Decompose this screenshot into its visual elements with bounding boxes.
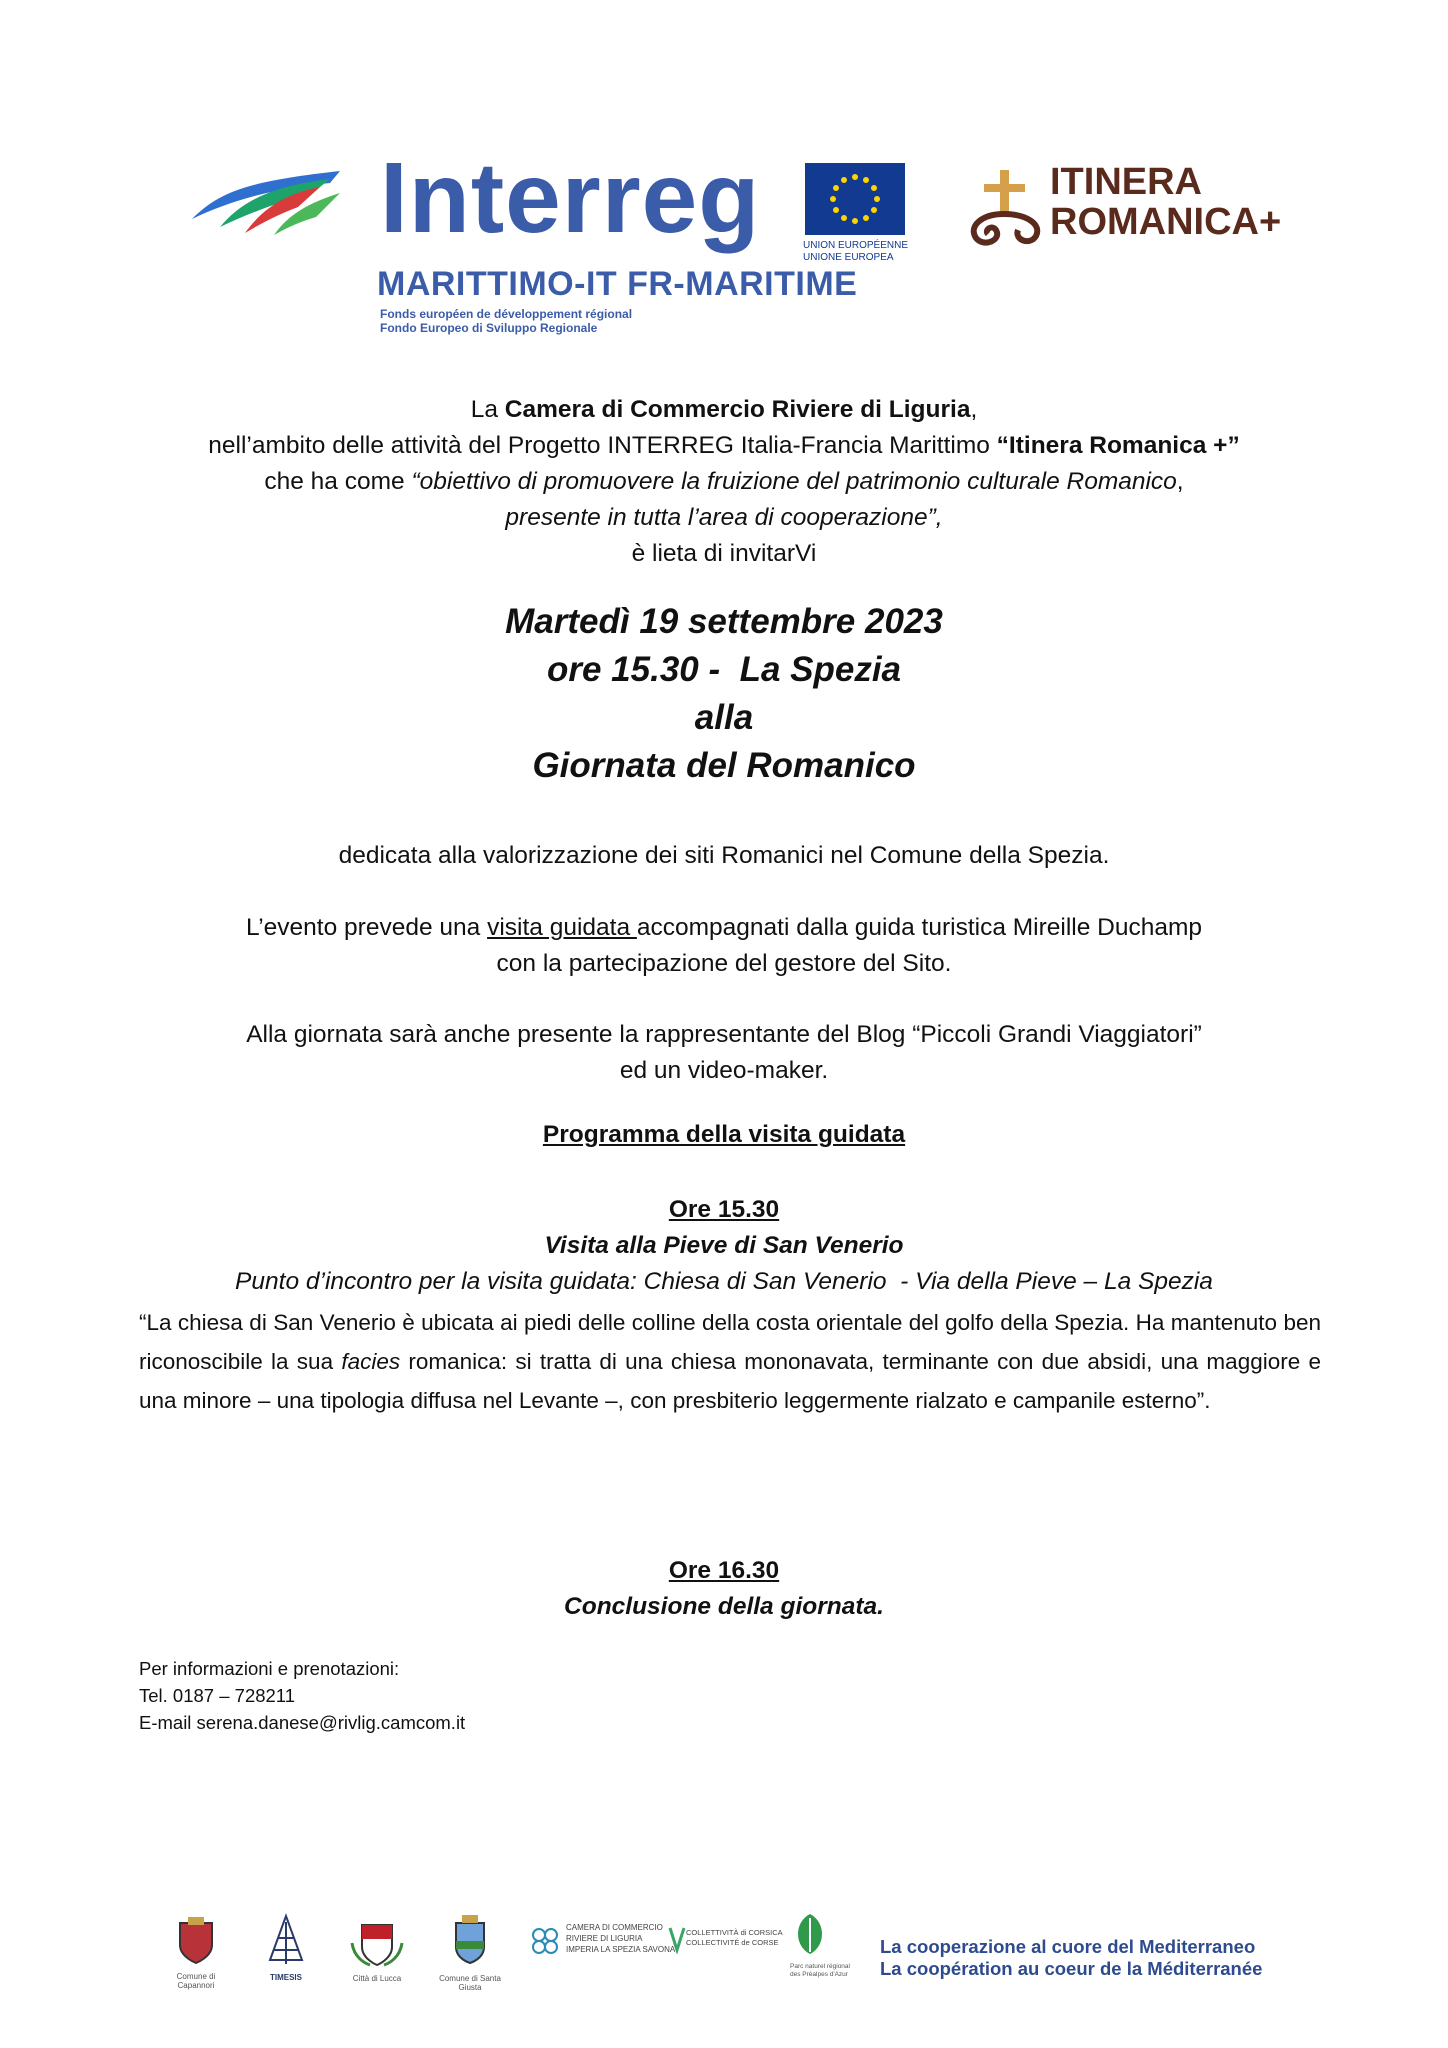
footer-logo-timesis: TIMESIS	[256, 1912, 316, 1987]
slot-2-time: Ore 16.30	[668, 1557, 780, 1584]
coat-of-arms-icon	[434, 1913, 506, 1969]
check-mark-icon	[668, 1924, 686, 1954]
visit-paragraph	[0, 910, 1448, 982]
tagline-fr: La coopération au coeur de la Méditerranée	[880, 1958, 1263, 1979]
church-description: “La chiesa di San Venerio è ubicata ai piedi delle colline della costa orientale del golfo della Spezia. Ha mantenuto ben riconoscibile la sua facies romanica: si tratta di una chiesa mononavata, terminante con due absidi, una maggiore e una minore – una tipologia diffusa nel Levante –, con presbiterio leggermente rialzato e campanile esterno”.	[139, 1310, 1321, 1413]
event-time-place: ore 15.30 - La Spezia	[546, 650, 902, 689]
eu-label-it: UNIONE EUROPEA	[803, 252, 894, 263]
blog-paragraph	[0, 1017, 1448, 1089]
footer-logo-capannori: Comune di Capannori	[160, 1915, 232, 1987]
shield-icon	[346, 1913, 408, 1969]
chamber-circles-icon	[530, 1926, 560, 1956]
contact-label: Per informazioni e prenotazioni:	[139, 1658, 400, 1679]
program-slot-2	[0, 1553, 1448, 1625]
footer-logo-corsica: COLLETTIVITÀ di CORSICA COLLECTIVITÉ de CORSE	[668, 1922, 768, 1962]
program-slot-1	[0, 1192, 1448, 1300]
slot-1-title: Visita alla Pieve di San Venerio	[544, 1232, 904, 1259]
tagline-it: La cooperazione al cuore del Mediterraneo	[880, 1936, 1256, 1957]
leaf-icon	[790, 1910, 830, 1958]
interreg-wordmark: Interreg	[380, 142, 761, 254]
crest-icon	[160, 1915, 232, 1967]
itinera-line1: ITINERA	[1050, 161, 1202, 203]
event-name: Giornata del Romanico	[532, 746, 916, 785]
interreg-swoosh-icon	[190, 161, 340, 241]
event-headline	[0, 598, 1448, 790]
program-name: MARITTIMO-IT FR-MARITIME	[377, 265, 858, 303]
visita-guidata-link[interactable]: visita guidata	[487, 914, 637, 941]
visit-line-1: L’evento prevede una visita guidata accompagnati dalla guida turistica Mireille Duchamp	[245, 914, 1203, 941]
slot-1-time: Ore 15.30	[668, 1196, 780, 1223]
itinera-romanica-logo	[962, 160, 1282, 260]
footer-logo-lucca: Città di Lucca	[346, 1913, 408, 1988]
eu-flag	[805, 163, 905, 235]
eu-label-fr: UNION EUROPÉENNE	[803, 240, 909, 251]
event-date: Martedì 19 settembre 2023	[505, 602, 943, 641]
footer-logo-parc: Parc naturel régional des Préalpes d'Azur	[790, 1910, 850, 1980]
tree-icon	[256, 1912, 316, 1968]
intro-line-3: che ha come “obiettivo di promuovere la fruizione del patrimonio culturale Romanico,	[264, 468, 1184, 495]
meeting-point: Punto d’incontro per la visita guidata: Chiesa di San Venerio - Via della Pieve – La Spezia	[235, 1268, 1213, 1295]
event-alla: alla	[694, 698, 754, 737]
fund-it: Fondo Europeo di Sviluppo Regionale	[380, 321, 598, 335]
visit-line-2: con la partecipazione del gestore del Sito.	[496, 950, 952, 977]
footer-logo-chamber: CAMERA DI COMMERCIO RIVIERE DI LIGURIA IMPERIA LA SPEZIA SAVONA	[530, 1920, 660, 1970]
slot-2-title: Conclusione della giornata.	[564, 1593, 884, 1620]
intro-line-5: è lieta di invitarVi	[631, 540, 817, 567]
intro-block	[0, 392, 1448, 572]
dedicated-text: dedicata alla valorizzazione dei siti Romanici nel Comune della Spezia.	[338, 842, 1110, 869]
contact-phone[interactable]: Tel. 0187 – 728211	[139, 1685, 296, 1706]
blog-line-1: Alla giornata sarà anche presente la rappresentante del Blog “Piccoli Grandi Viaggiatori”	[246, 1021, 1202, 1048]
program-title: Programma della visita guidata	[542, 1121, 906, 1148]
fund-fr: Fonds européen de développement régional	[380, 307, 633, 321]
intro-line-2: nell’ambito delle attività del Progetto INTERREG Italia-Francia Marittimo “Itinera Romanica +”	[208, 432, 1240, 459]
footer-tagline	[880, 1936, 1262, 1980]
eu-stars-icon	[805, 163, 905, 235]
blog-line-2: ed un video-maker.	[619, 1057, 829, 1084]
itinera-line2: ROMANICA+	[1050, 201, 1282, 243]
contact-email[interactable]: E-mail serena.danese@rivlig.camcom.it	[139, 1712, 466, 1733]
romanesque-ornament-icon	[962, 166, 1047, 251]
interreg-logo	[190, 142, 910, 340]
intro-line-4: presente in tutta l’area di cooperazione”,	[505, 504, 943, 531]
contact-block	[139, 1655, 465, 1736]
intro-line-1: La Camera di Commercio Riviere di Liguria,	[470, 396, 978, 423]
footer-logo-santa-giusta: Comune di Santa Giusta	[434, 1913, 506, 1988]
